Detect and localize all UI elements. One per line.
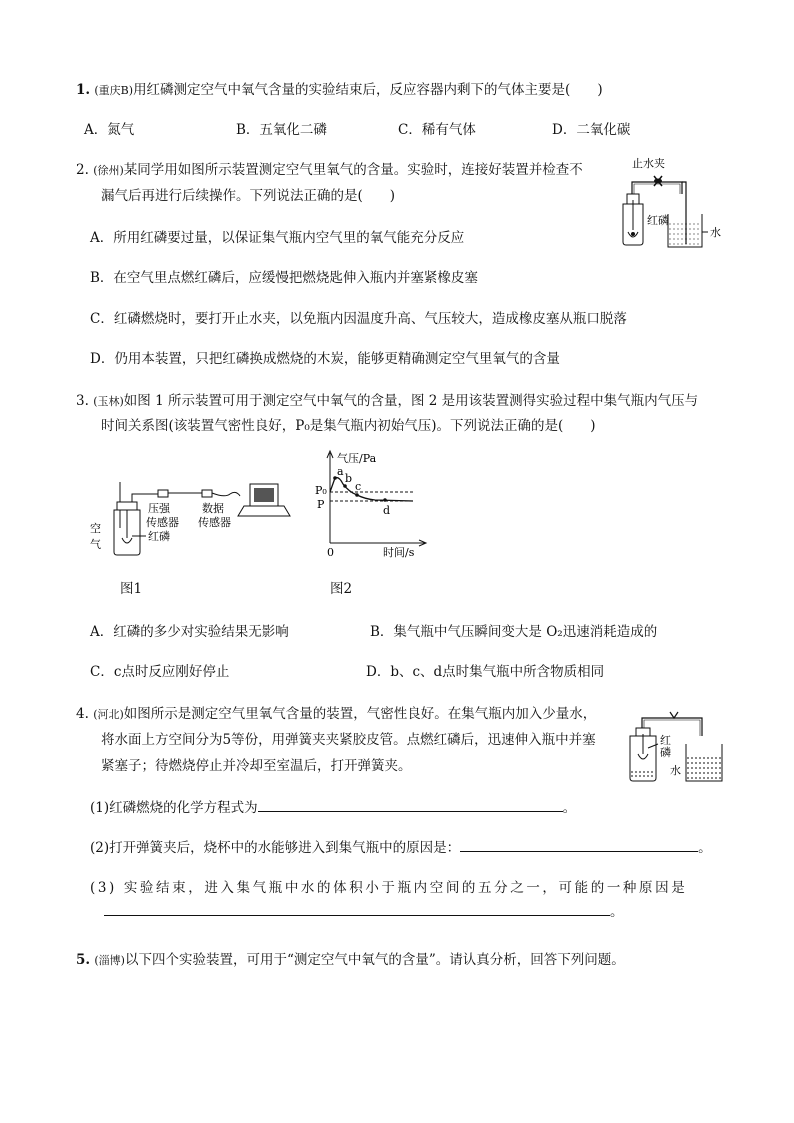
question-3-stem-line2: 时间关系图(该装置气密性良好，P₀是集气瓶内初始气压)。下列说法正确的是( ) <box>101 418 596 434</box>
end-mark: 。 <box>562 800 577 816</box>
answer-blank-3[interactable] <box>104 901 610 916</box>
question-text: 如图所示是测定空气里氧气含量的装置，气密性良好。在集气瓶内加入少量水， <box>123 706 597 722</box>
answer-blank-2[interactable] <box>460 837 698 852</box>
air-label-1: 空 <box>90 522 101 535</box>
option-a: A．红磷的多少对实验结果无影响 <box>90 624 289 640</box>
question-source: (淄博) <box>94 954 125 967</box>
origin-label: 0 <box>327 546 334 558</box>
q3-figure-1 <box>80 480 300 560</box>
question-4-stem-line3: 紧塞子；待燃烧停止并冷却至室温后，打开弹簧夹。 <box>101 758 412 774</box>
question-source: (徐州) <box>93 164 124 177</box>
option-a: A．所用红磷要过量，以保证集气瓶内空气里的氧气能充分反应 <box>90 230 465 246</box>
option-c: C．红磷燃烧时，要打开止水夹，以免瓶内因温度升高、气压较大，造成橡皮塞从瓶口脱落 <box>90 311 627 327</box>
option-b: B．集气瓶中气压瞬间变大是 O₂迅速消耗造成的 <box>370 624 658 640</box>
question-4-subquestion-3: (3) 实验结束，进入集气瓶中水的体积小于瓶内空间的五分之一，可能的一种原因是 <box>90 880 688 896</box>
point-c-label: c <box>355 480 362 493</box>
x-axis-label: 时间/s <box>383 546 415 558</box>
p-label: P <box>317 498 325 511</box>
phosphorus-label: 红磷 <box>148 530 170 543</box>
phosphorus-label: 红磷 <box>647 214 669 227</box>
question-text: 如图 1 所示装置可用于测定空气中氧气的含量，图 2 是用该装置测得实验过程中集气瓶内气压与 <box>123 393 699 409</box>
end-mark: 。 <box>698 840 712 856</box>
water-label: 水 <box>710 226 721 239</box>
subquestion-text: (2)打开弹簧夹后，烧杯中的水能够进入到集气瓶中的原因是： <box>90 840 461 856</box>
option-d: D．仍用本装置，只把红磷换成燃烧的木炭，能够更精确测定空气里氧气的含量 <box>90 351 560 367</box>
question-1-stem <box>76 78 603 98</box>
option-c: C．稀有气体 <box>398 122 476 138</box>
y-axis-label: 气压/Pa <box>337 452 377 465</box>
question-text: 以下四个实验装置，可用于“测定空气中氧气的含量”。请认真分析，回答下列问题。 <box>124 952 625 968</box>
question-2-stem-line1 <box>76 158 583 178</box>
option-a: A．氮气 <box>84 122 135 138</box>
question-3-stem-line1 <box>76 389 698 409</box>
question-4-stem-line1 <box>76 702 596 722</box>
question-text: 某同学用如图所示装置测定空气里氧气的含量。实验时，连接好装置并检查不 <box>123 162 583 178</box>
subquestion-text: (1)红磷燃烧的化学方程式为 <box>90 800 258 816</box>
question-4-subquestion-1 <box>90 796 576 816</box>
option-c: C．c点时反应刚好停止 <box>90 664 230 680</box>
question-source: (重庆B) <box>94 84 134 97</box>
q3-figure-2 <box>305 448 435 558</box>
end-mark: 。 <box>610 904 624 920</box>
pressure-sensor-label-2: 传感器 <box>146 516 179 529</box>
question-4-subquestion-2 <box>90 836 712 856</box>
option-d: D．b、c、d点时集气瓶中所含物质相同 <box>366 664 605 680</box>
data-sensor-label-1: 数据 <box>202 502 224 515</box>
q2-apparatus-figure <box>610 152 735 252</box>
question-source: (河北) <box>93 708 124 721</box>
question-number: 3. <box>76 393 89 409</box>
clamp-label: 止水夹 <box>632 157 665 170</box>
figure-2-caption: 图2 <box>330 581 353 597</box>
point-a-label: a <box>337 465 344 478</box>
question-5-stem <box>76 948 625 968</box>
figure-1-caption: 图1 <box>120 581 143 597</box>
pressure-sensor-label-1: 压强 <box>148 502 170 515</box>
point-b-label: b <box>345 472 353 485</box>
question-number: 1. <box>76 82 91 98</box>
question-2-stem-line2: 漏气后再进行后续操作。下列说法正确的是( ) <box>101 188 396 204</box>
data-sensor-label-2: 传感器 <box>198 516 231 529</box>
question-source: (玉林) <box>93 395 124 408</box>
question-4-stem-line2: 将水面上方空间分为5等份，用弹簧夹夹紧胶皮管。点燃红磷后，迅速伸入瓶中并塞 <box>101 732 596 748</box>
question-number: 5. <box>76 952 91 968</box>
question-number: 4. <box>76 706 89 722</box>
question-text: 用红磷测定空气中氧气含量的实验结束后，反应容器内剩下的气体主要是( ) <box>133 82 603 98</box>
option-d: D．二氧化碳 <box>552 122 631 138</box>
q4-apparatus-figure <box>624 708 732 784</box>
air-label-2: 气 <box>90 538 101 551</box>
question-4-subquestion-3-blank-line <box>104 900 624 920</box>
phosphorus-label-1: 红 <box>660 734 671 747</box>
phosphorus-label-2: 磷 <box>660 746 671 759</box>
water-label: 水 <box>670 764 681 777</box>
point-d-label: d <box>383 504 391 517</box>
option-b: B．五氧化二磷 <box>236 122 327 138</box>
question-number: 2. <box>76 162 89 178</box>
p0-label: P₀ <box>315 484 327 497</box>
option-b: B．在空气里点燃红磷后，应缓慢把燃烧匙伸入瓶内并塞紧橡皮塞 <box>90 270 478 286</box>
answer-blank-1[interactable] <box>258 797 563 812</box>
